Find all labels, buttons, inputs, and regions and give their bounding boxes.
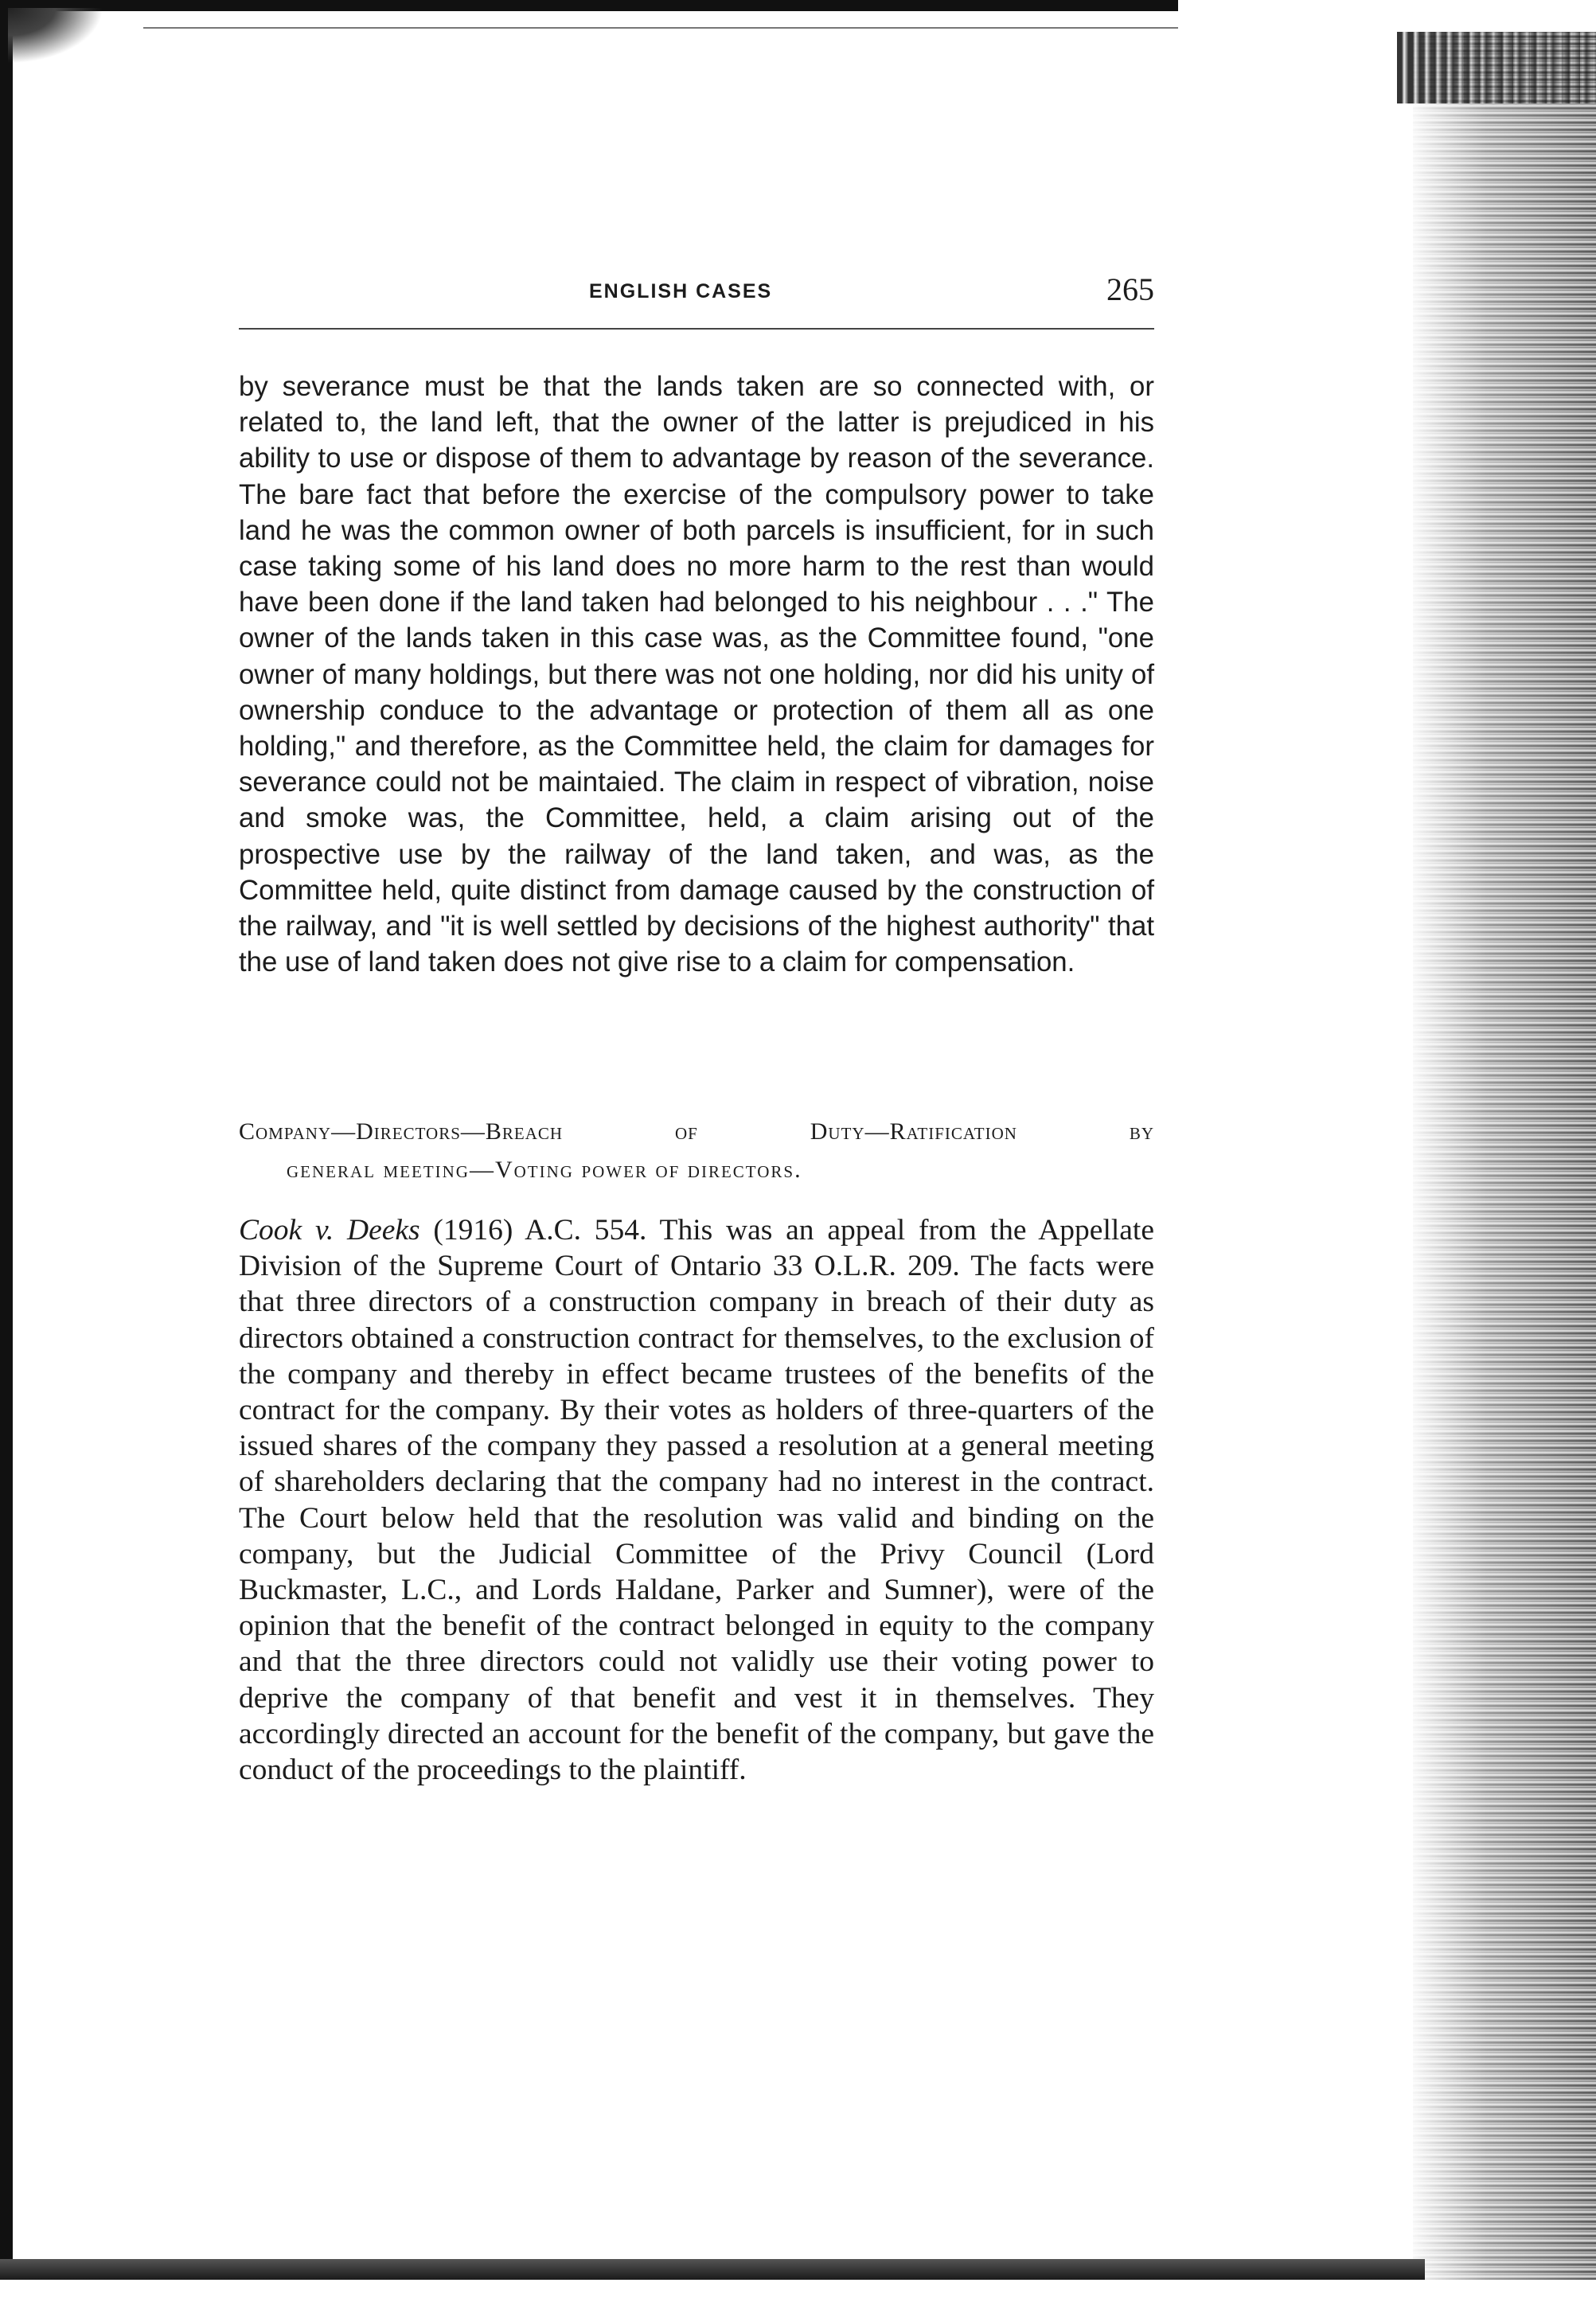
header-rule xyxy=(239,328,1154,330)
body-paragraph-2 xyxy=(239,1212,1154,1788)
scan-left-edge xyxy=(0,0,13,2306)
scan-binding-edge xyxy=(1413,32,1596,2285)
running-title: ENGLISH CASES xyxy=(589,280,773,302)
section-heading-line-1: Company—Directors—Breach of Duty—Ratification by xyxy=(239,1118,1154,1145)
scan-top-rule xyxy=(143,27,1178,29)
scan-corner-shadow xyxy=(8,8,103,64)
scan-bottom-margin xyxy=(0,2280,1596,2306)
case-name: Cook v. Deeks xyxy=(239,1214,420,1247)
case-summary: This was an appeal from the Appellate Division of the Supreme Court of Ontario 33 O.L.R. 209. The facts were that three directors of a construction company in breach of their duty as directors obtained a construction contract for themselves, to the exclusion of the company and thereby in effect became trustees of the benefits of the contract for the company. By their votes as holders of three-quarters of the issued shares of the company they passed a resolution at a general meeting of shareholders declaring that the company had no interest in the contract. The Court below held that the resolution was valid and binding on the company, but the Judicial Committee of the Privy Council (Lord Buckmaster, L.C., and Lords Haldane, Parker and Sumner), were of the opinion that the benefit of the contract belonged in equity to the company and that the three directors could not validly use their voting power to deprive the company of that benefit and vest it in themselves. They accordingly directed an account for the benefit of the company, but gave the conduct of the proceedings to the plaintiff. xyxy=(239,1214,1154,1787)
page-number: 265 xyxy=(1106,271,1154,307)
running-head xyxy=(239,271,1154,318)
case-citation: (1916) A.C. 554. xyxy=(419,1214,647,1247)
section-heading-line-2: general meeting—Voting power of directors. xyxy=(287,1157,802,1183)
body-paragraph-1: by severance must be that the lands taken are so connected with, or related to, the land left, that the owner of the latter is prejudiced in his ability to use or dispose of them to advantage by reason of the severance. The bare fact that before the exercise of the compulsory power to take land he was the common owner of both parcels is insufficient, for in such case taking some of his land does no more harm to the rest than would have been done if the land taken had belonged to his neighbour . . ." The owner of the lands taken in this case was, as the Committee found, "one owner of many holdings, but there was not one holding, nor did his unity of ownership conduce to the advantage or protection of them all as one holding," and therefore, as the Committee held, the claim for damages for severance could not be maintaied. The claim in respect of vibration, noise and smoke was, the Committee, held, a claim arising out of the prospective use by the railway of the land taken, and was, as the Committee held, quite distinct from damage caused by the construction of the railway, and "it is well settled by decisions of the highest authority" that the use of land taken does not give rise to a claim for compensation. xyxy=(239,371,1154,978)
scan-bottom-edge xyxy=(0,2259,1425,2280)
scan-top-edge xyxy=(0,0,1178,11)
